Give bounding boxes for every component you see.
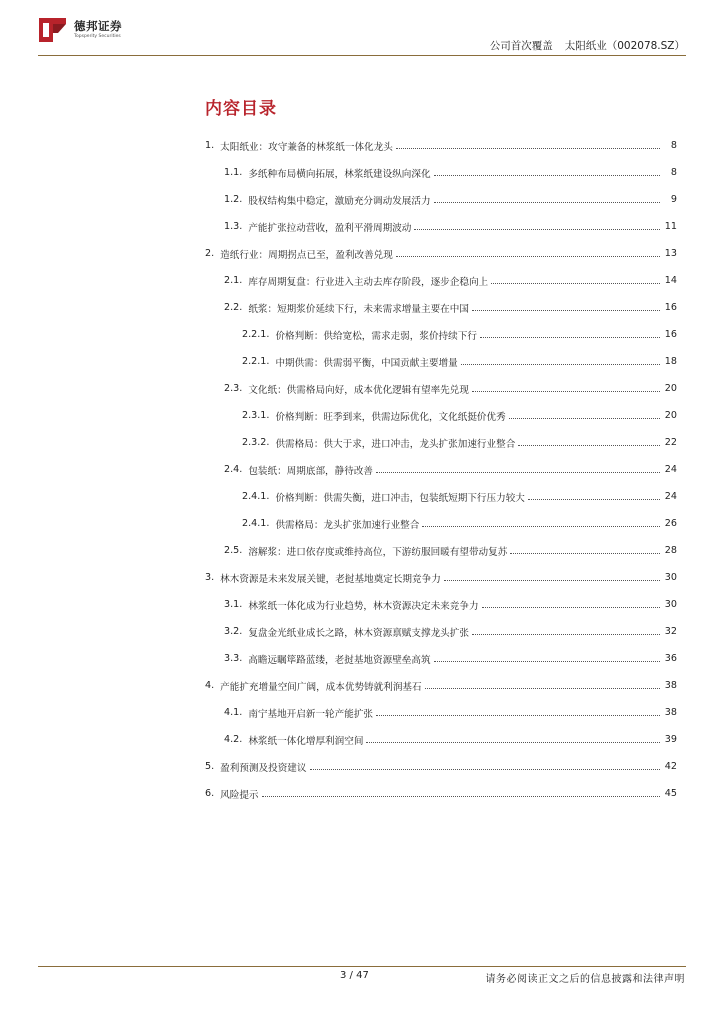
toc-entry[interactable] bbox=[205, 726, 677, 753]
dot-leader bbox=[366, 742, 660, 743]
dot-leader bbox=[482, 607, 660, 608]
dot-leader bbox=[510, 553, 660, 554]
brand-mark-icon bbox=[38, 15, 68, 45]
toc-entry[interactable] bbox=[205, 645, 677, 672]
toc-entry-number: 2.5. bbox=[224, 545, 243, 556]
toc-entry[interactable] bbox=[205, 564, 677, 591]
dot-leader bbox=[472, 310, 660, 311]
toc-entry-page: 20 bbox=[664, 383, 677, 394]
toc-entry[interactable] bbox=[205, 591, 677, 618]
toc-entry-title: 溶解浆：进口依存度或维持高位，下游纺服回暖有望带动复苏 bbox=[248, 546, 508, 558]
dot-leader bbox=[376, 472, 660, 473]
dot-leader bbox=[414, 229, 660, 230]
toc-entry-page: 22 bbox=[664, 437, 677, 448]
toc-entry-title: 供需格局：供大于求，进口冲击，龙头扩张加速行业整合 bbox=[275, 438, 516, 450]
toc-entry-page: 45 bbox=[664, 788, 677, 799]
toc-entry-title: 价格判断：供需失衡，进口冲击，包装纸短期下行压力较大 bbox=[275, 492, 525, 504]
toc-entry[interactable] bbox=[205, 780, 677, 807]
dot-leader bbox=[480, 337, 660, 338]
toc-entry-title: 产能扩张拉动营收，盈利平滑周期波动 bbox=[248, 222, 412, 234]
toc-entry-title: 多纸种布局横向拓展，林浆纸建设纵向深化 bbox=[248, 168, 431, 180]
toc-entry[interactable] bbox=[205, 510, 677, 537]
dot-leader bbox=[528, 499, 660, 500]
logo-name: 德邦证券 bbox=[74, 18, 122, 33]
toc-entry-title: 库存周期复盘：行业进入主动去库存阶段，逐步企稳向上 bbox=[248, 276, 489, 288]
logo-english: Topsperity Securities bbox=[74, 34, 121, 39]
toc-entry-title: 中期供需：供需弱平衡，中国贡献主要增量 bbox=[275, 357, 458, 369]
dot-leader bbox=[518, 445, 660, 446]
brand-logo bbox=[38, 15, 122, 45]
toc-entry[interactable] bbox=[205, 132, 677, 159]
toc-title: 内容目录 bbox=[205, 99, 277, 119]
toc-entry-page: 9 bbox=[670, 194, 677, 205]
toc-entry-page: 38 bbox=[664, 707, 677, 718]
toc-entry[interactable] bbox=[205, 240, 677, 267]
toc-entry[interactable] bbox=[205, 456, 677, 483]
toc-entry[interactable] bbox=[205, 429, 677, 456]
toc-entry-title: 包装纸：周期底部，静待改善 bbox=[248, 465, 374, 477]
toc-entry-number: 4. bbox=[205, 680, 215, 691]
toc-entry-number: 3.1. bbox=[224, 599, 243, 610]
toc-entry-title: 南宁基地开启新一轮产能扩张 bbox=[248, 708, 374, 720]
toc-entry[interactable] bbox=[205, 348, 677, 375]
toc-entry-number: 1.1. bbox=[224, 167, 243, 178]
dot-leader bbox=[509, 418, 660, 419]
toc-entry-number: 2.4. bbox=[224, 464, 243, 475]
toc-entry[interactable] bbox=[205, 402, 677, 429]
toc-entry-page: 16 bbox=[664, 329, 677, 340]
dot-leader bbox=[310, 769, 661, 770]
toc-entry-title: 供需格局：龙头扩张加速行业整合 bbox=[275, 519, 420, 531]
company-ticker: 太阳纸业（002078.SZ） bbox=[564, 40, 685, 52]
toc-entry[interactable] bbox=[205, 753, 677, 780]
dot-leader bbox=[461, 364, 660, 365]
toc-entry-page: 32 bbox=[664, 626, 677, 637]
toc-entry-number: 1.3. bbox=[224, 221, 243, 232]
toc-entry-page: 18 bbox=[664, 356, 677, 367]
toc-entry-page: 13 bbox=[664, 248, 677, 259]
toc-entry[interactable] bbox=[205, 267, 677, 294]
toc-entry[interactable] bbox=[205, 618, 677, 645]
toc-entry[interactable] bbox=[205, 213, 677, 240]
toc-entry-page: 8 bbox=[670, 140, 677, 151]
toc-entry-title: 盈利预测及投资建议 bbox=[220, 762, 307, 774]
toc-entry-page: 14 bbox=[664, 275, 677, 286]
toc-entry-page: 30 bbox=[664, 599, 677, 610]
toc-entry-number: 2. bbox=[205, 248, 215, 259]
toc-entry-number: 5. bbox=[205, 761, 215, 772]
toc-entry-number: 2.3. bbox=[224, 383, 243, 394]
toc-entry-page: 24 bbox=[664, 464, 677, 475]
toc-entry-page: 20 bbox=[664, 410, 677, 421]
toc-entry-page: 16 bbox=[664, 302, 677, 313]
toc-entry[interactable] bbox=[205, 186, 677, 213]
dot-leader bbox=[425, 688, 660, 689]
dot-leader bbox=[444, 580, 660, 581]
toc-entry-number: 1.2. bbox=[224, 194, 243, 205]
toc-entry-title: 股权结构集中稳定，激励充分调动发展活力 bbox=[248, 195, 431, 207]
dot-leader bbox=[434, 175, 660, 176]
toc-entry-title: 造纸行业：周期拐点已至，盈利改善兑现 bbox=[220, 249, 393, 261]
toc-entry-number: 2.2.1. bbox=[242, 356, 270, 367]
toc-entry-page: 28 bbox=[664, 545, 677, 556]
toc-entry-title: 林木资源是未来发展关键，老挝基地奠定长期竞争力 bbox=[220, 573, 441, 585]
toc-entry-number: 2.1. bbox=[224, 275, 243, 286]
toc-entry-title: 太阳纸业：攻守兼备的林浆纸一体化龙头 bbox=[220, 141, 393, 153]
toc-entry[interactable] bbox=[205, 672, 677, 699]
toc-entry-number: 1. bbox=[205, 140, 215, 151]
toc-entry-page: 30 bbox=[664, 572, 677, 583]
toc-entry-number: 2.2. bbox=[224, 302, 243, 313]
dot-leader bbox=[472, 391, 660, 392]
report-header bbox=[490, 38, 685, 53]
toc-entry-title: 文化纸：供需格局向好，成本优化逻辑有望率先兑现 bbox=[248, 384, 469, 396]
toc-entry-page: 8 bbox=[670, 167, 677, 178]
toc-entry-title: 纸浆：短期浆价延续下行，未来需求增量主要在中国 bbox=[248, 303, 469, 315]
toc-entry-number: 2.2.1. bbox=[242, 329, 270, 340]
dot-leader bbox=[396, 256, 660, 257]
toc-entry-title: 高瞻远瞩筚路蓝缕，老挝基地资源壁垒高筑 bbox=[248, 654, 431, 666]
toc-entry-number: 2.4.1. bbox=[242, 491, 270, 502]
toc-entry[interactable] bbox=[205, 699, 677, 726]
toc-entry-title: 产能扩充增量空间广阔，成本优势铸就利润基石 bbox=[220, 681, 422, 693]
legal-disclaimer: 请务必阅读正文之后的信息披露和法律声明 bbox=[485, 974, 685, 985]
toc-entry-number: 3.2. bbox=[224, 626, 243, 637]
toc-entry-number: 3.3. bbox=[224, 653, 243, 664]
dot-leader bbox=[491, 283, 660, 284]
toc-entry-title: 林浆纸一体化增厚利润空间 bbox=[248, 735, 364, 747]
dot-leader bbox=[376, 715, 660, 716]
report-type: 公司首次覆盖 bbox=[489, 40, 553, 52]
toc-entry-number: 2.3.1. bbox=[242, 410, 270, 421]
toc-entry[interactable] bbox=[205, 537, 677, 564]
toc-entry-page: 42 bbox=[664, 761, 677, 772]
toc-entry-page: 11 bbox=[664, 221, 677, 232]
dot-leader bbox=[396, 148, 660, 149]
dot-leader bbox=[422, 526, 660, 527]
toc-entry-number: 2.4.1. bbox=[242, 518, 270, 529]
toc-entry-title: 价格判断：供给宽松，需求走弱，浆价持续下行 bbox=[275, 330, 477, 342]
toc-entry[interactable] bbox=[205, 159, 677, 186]
toc-entry[interactable] bbox=[205, 483, 677, 510]
toc-entry-page: 36 bbox=[664, 653, 677, 664]
toc-entry-title: 价格判断：旺季到来，供需边际优化，文化纸挺价优秀 bbox=[275, 411, 506, 423]
dot-leader bbox=[434, 661, 660, 662]
toc-entry-number: 4.2. bbox=[224, 734, 243, 745]
toc-entry-title: 复盘金光纸业成长之路，林木资源禀赋支撑龙头扩张 bbox=[248, 627, 469, 639]
table-of-contents bbox=[205, 132, 677, 807]
toc-entry-number: 3. bbox=[205, 572, 215, 583]
toc-entry-title: 风险提示 bbox=[220, 789, 259, 801]
header-divider bbox=[38, 55, 686, 56]
toc-entry-page: 26 bbox=[664, 518, 677, 529]
toc-entry-number: 4.1. bbox=[224, 707, 243, 718]
toc-entry-title: 林浆纸一体化成为行业趋势，林木资源决定未来竞争力 bbox=[248, 600, 479, 612]
toc-entry[interactable] bbox=[205, 375, 677, 402]
dot-leader bbox=[434, 202, 660, 203]
toc-entry-page: 24 bbox=[664, 491, 677, 502]
dot-leader bbox=[262, 796, 660, 797]
toc-entry[interactable] bbox=[205, 321, 677, 348]
toc-entry-page: 38 bbox=[664, 680, 677, 691]
footer-divider bbox=[38, 966, 686, 967]
toc-entry[interactable] bbox=[205, 294, 677, 321]
toc-entry-number: 6. bbox=[205, 788, 215, 799]
dot-leader bbox=[472, 634, 660, 635]
page-indicator: 3 / 47 bbox=[340, 970, 369, 981]
toc-entry-page: 39 bbox=[664, 734, 677, 745]
toc-entry-number: 2.3.2. bbox=[242, 437, 270, 448]
